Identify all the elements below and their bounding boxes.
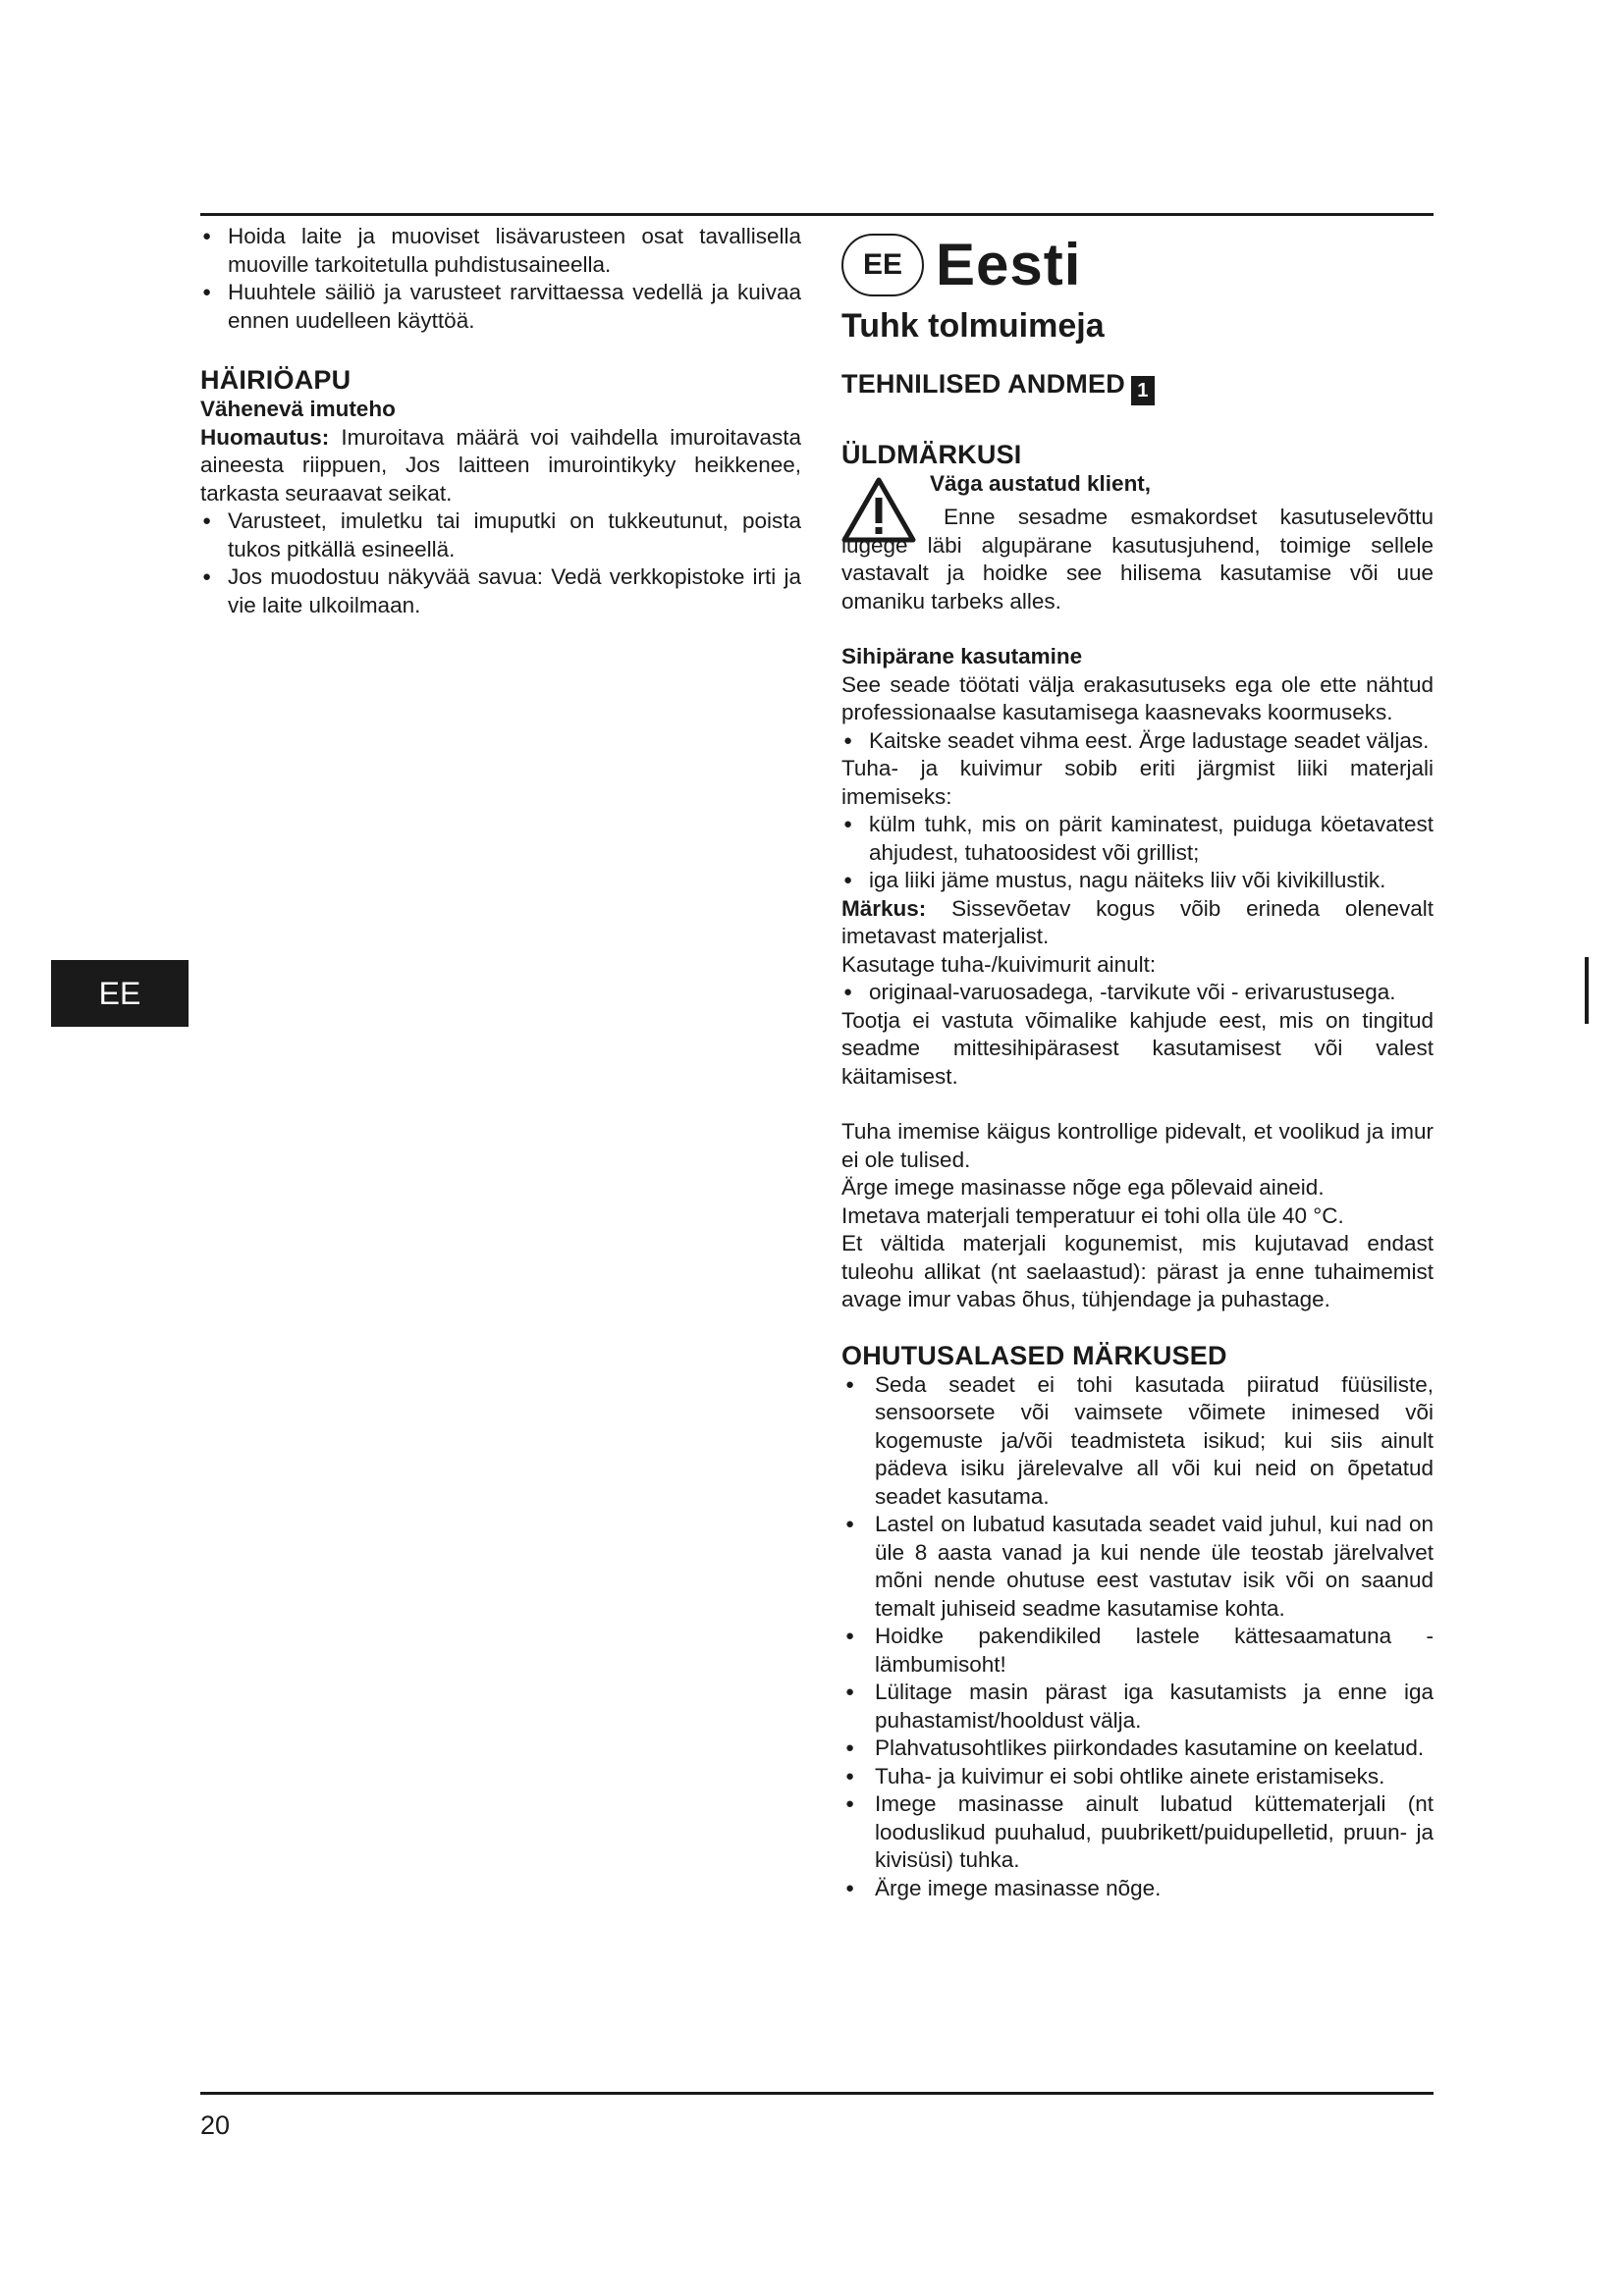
safety-heading: OHUTUSALASED MÄRKUSED <box>841 1340 1227 1370</box>
trouble-bullet-list <box>200 507 801 619</box>
suitable-paragraph: Tuha- ja kuivimur sobib eriti järgmist liiki materjali imemiseks: <box>841 756 1434 809</box>
list-item: ● Tuha- ja kuivimur ei sobi ohtlike ainete eristamiseks. <box>841 1763 1434 1791</box>
document-subtitle: Tuhk tolmuimeja <box>841 307 1105 345</box>
list-item: ● külm tuhk, mis on pärit kaminatest, puiduga köetavatest ahjudest, tuhatoosidest või grillist; <box>841 811 1434 867</box>
intro-paragraph: Enne sesadme esmakordset kasutuselevõttu lugege läbi algupärane kasutusjuhend, toimige sellele vastavalt ja hoidke see hilisema kasutamise või uue omaniku tarbeks alles. <box>841 505 1434 614</box>
control-line: Et vältida materjali kogunemist, mis kujutavad endast tuleohu allikat (nt saelaastud): pärast ja enne tuhaimemist avage imur vabas õhus, tühjendage ja puhastage. <box>841 1231 1434 1311</box>
list-item: ● Hoida laite ja muoviset lisävarusteen osat tavallisella muoville tarkoitetulla puhdistusaineella. <box>200 223 801 279</box>
page-number: 20 <box>200 2110 231 2140</box>
list-item: ● Lastel on lubatud kasutada seadet vaid juhul, kui nad on üle 8 aasta vanad ja kui nende üle teostab järelvalvet mõni nende ohutuse eest vastutav isik või on saanud temalt juhiseid seadme kasutamise kohta. <box>841 1511 1434 1623</box>
list-item: ● Plahvatusohtlikes piirkondades kasutamine on keelatud. <box>841 1735 1434 1763</box>
intended-use-paragraph: See seade töötati välja erakasutuseks ega ole ette nähtud professionaalse kasutamisega kaasnevaks koormuseks. <box>841 671 1434 724</box>
list-item: ● Jos muodostuu näkyvää savua: Vedä verkkopistoke irti ja vie laite ulkoilmaan. <box>200 563 801 619</box>
bottom-rule <box>200 2092 1434 2095</box>
list-item: ● Kaitske seadet vihma eest. Ärge ladustage seadet väljas. <box>841 727 1434 756</box>
care-bullet-list <box>200 223 801 335</box>
liability-paragraph: Tootja ei vastuta võimalike kahjude eest, mis on tingitud seadme mittesihipärasest kasutamisest või valest käitamisest. <box>841 1007 1434 1089</box>
intended-use-heading: Sihipärane kasutamine <box>841 644 1083 668</box>
top-rule <box>200 213 1434 216</box>
use-only-paragraph: Kasutage tuha-/kuivimurit ainult: <box>841 951 1157 977</box>
language-title: Eesti <box>936 232 1082 297</box>
remark-text: Sissevõetav kogus võib erineda olenevalt imetavast materjalist. <box>841 895 1434 948</box>
language-side-tab: EE <box>51 960 189 1027</box>
control-line: Ärge imege masinasse nõge ega põlevaid aineid. <box>841 1175 1325 1200</box>
list-item: ● Huuhtele säiliö ja varusteet rarvittaessa vedellä ja kuivaa ennen uudelleen käyttöä. <box>200 279 801 335</box>
figure-number-box: 1 <box>1131 376 1155 405</box>
note-label: Huomautus: <box>200 424 330 450</box>
greeting: Väga austatud klient, <box>930 471 1152 496</box>
note-text: Imuroitava määrä voi vaihdella imuroitavasta aineesta riippuen, Jos laitteen imurointikyky heikkenee, tarkasta seuraavat seikat. <box>200 424 801 506</box>
list-item: ● Lülitage masin pärast iga kasutamists ja enne iga puhastamist/hooldust välja. <box>841 1679 1434 1735</box>
material-bullet-list <box>841 811 1434 895</box>
left-column <box>200 223 801 619</box>
list-item: ● Seda seadet ei tohi kasutada piiratud füüsiliste, sensoorsete või vaimsete võimete inimesed või kogemuste ja/või teadmisteta isikud; kui siis ainult pädeva isiku järelevalve all või kui neid on õpetatud seadet kasutama. <box>841 1371 1434 1512</box>
thumb-index-mark <box>1585 957 1589 1024</box>
control-line: Tuha imemise käigus kontrollige pidevalt, et voolikud ja imur ei ole tulised. <box>841 1119 1434 1172</box>
safety-bullet-list <box>841 1371 1434 1903</box>
list-item: ● Varusteet, imuletku tai imuputki on tukkeutunut, poista tukos pitkällä esineellä. <box>200 507 801 563</box>
list-item: ● originaal-varuosadega, -tarvikute või - erivarustusega. <box>841 979 1434 1007</box>
original-parts-bullet-list <box>841 979 1434 1007</box>
list-item: ● Ärge imege masinasse nõge. <box>841 1875 1434 1903</box>
list-item: ● Imege masinasse ainult lubatud küttematerjali (nt looduslikud puuhalud, puubrikett/puidupelletid, pruun- ja kivisüsi) tuhka. <box>841 1790 1434 1875</box>
rain-bullet-list <box>841 727 1434 756</box>
trouble-heading: HÄIRIÖAPU <box>200 365 352 395</box>
list-item: ● Hoidke pakendikiled lastele kättesaamatuna - lämbumisoht! <box>841 1623 1434 1679</box>
list-item: ● iga liiki jäme mustus, nagu näiteks liiv või kivikillustik. <box>841 867 1434 895</box>
language-header <box>841 227 1434 303</box>
control-line: Imetava materjali temperatuur ei tohi olla üle 40 °C. <box>841 1202 1344 1228</box>
tech-data-heading-text: TEHNILISED ANDMED <box>841 369 1125 399</box>
remark-paragraph <box>841 895 1434 951</box>
general-notes-heading: ÜLDMÄRKUSI <box>841 440 1022 469</box>
tech-data-heading <box>841 368 1434 405</box>
note-paragraph <box>200 424 801 508</box>
right-column <box>841 227 1434 1902</box>
remark-label: Märkus: <box>841 895 927 921</box>
trouble-subheading: Vähenevä imuteho <box>200 397 396 421</box>
language-badge: EE <box>841 234 924 296</box>
